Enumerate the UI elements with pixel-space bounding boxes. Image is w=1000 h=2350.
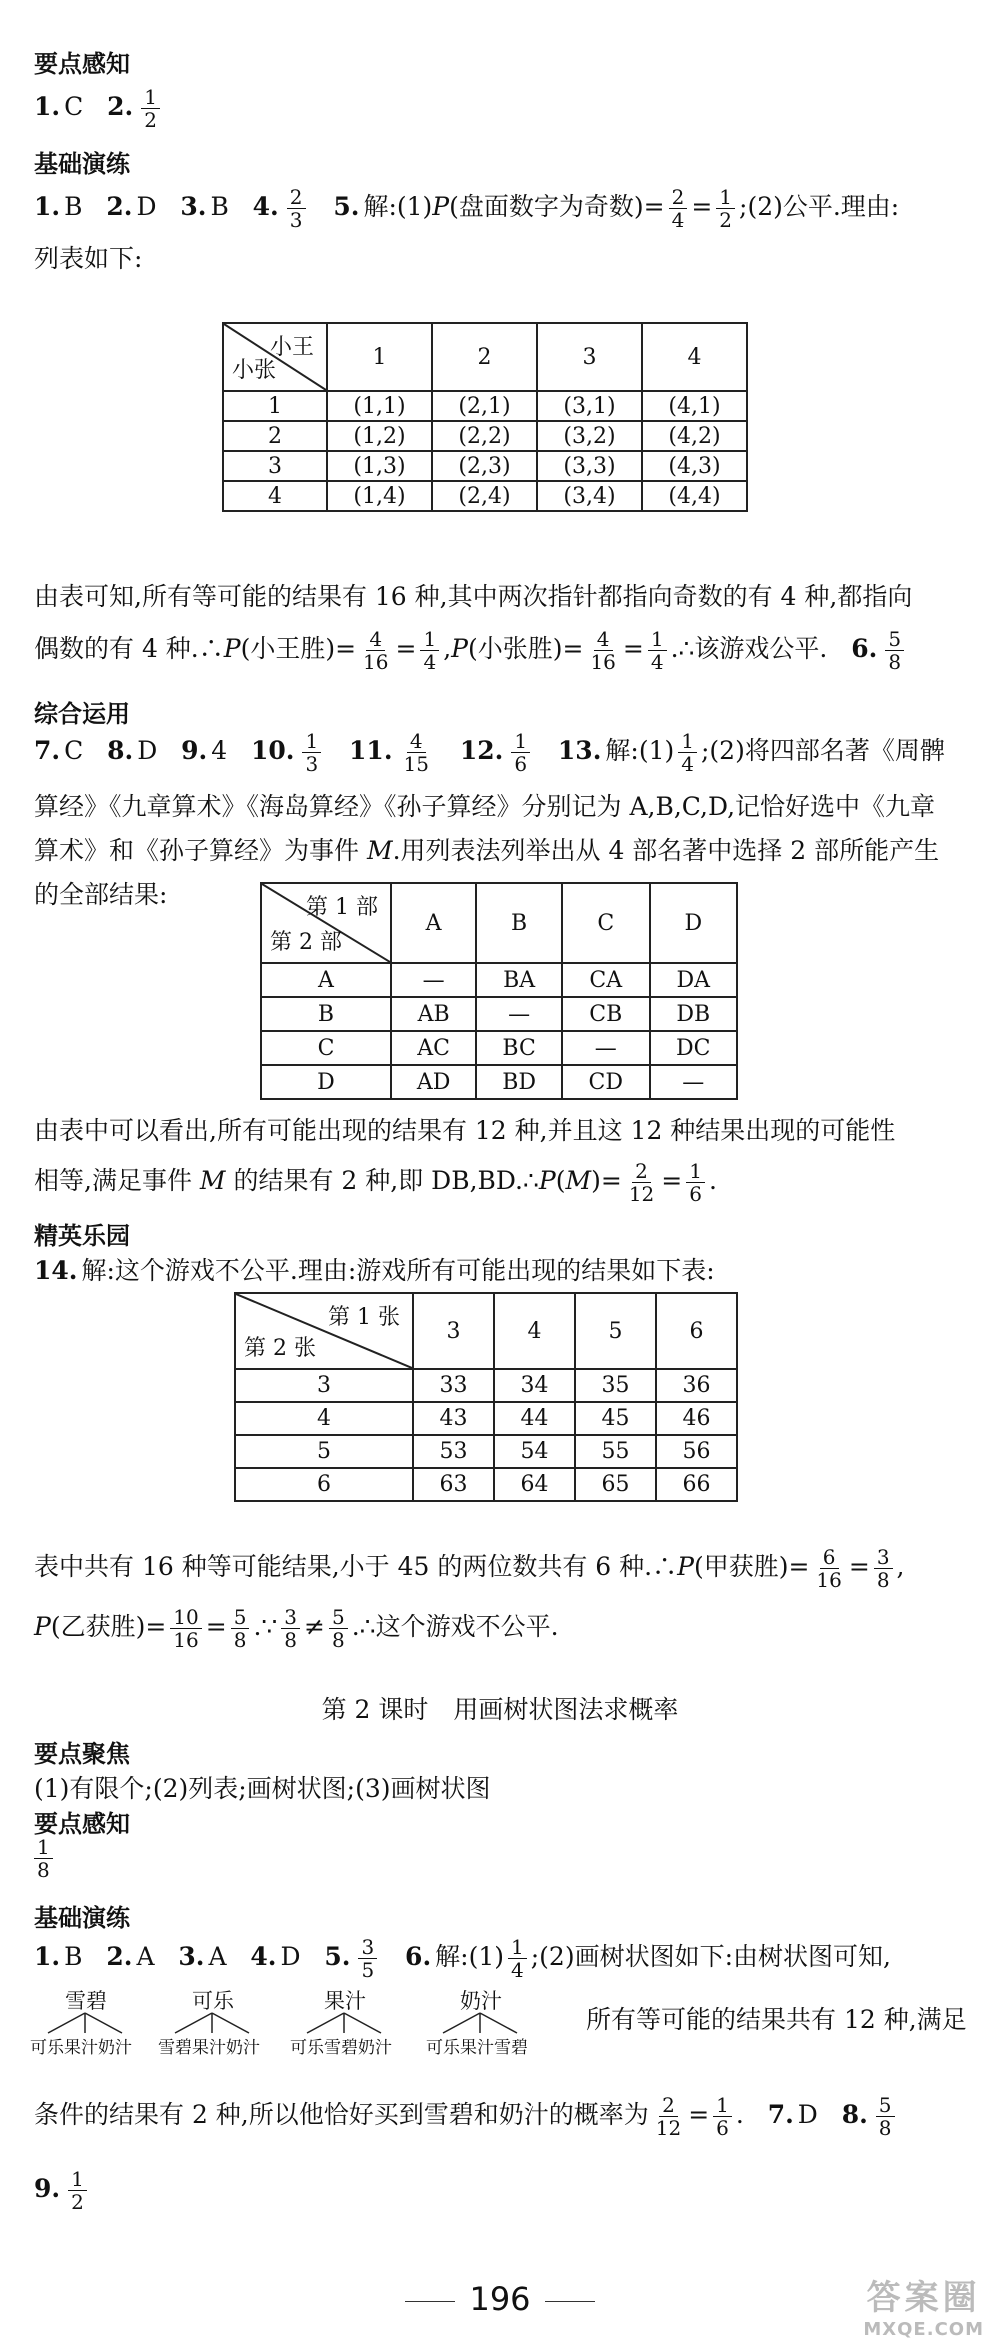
col-header: 3 (413, 1293, 494, 1369)
divider (545, 2301, 595, 2302)
table-row: 4 43 44 45 46 (235, 1402, 737, 1435)
text-line: 的全部结果: (34, 880, 168, 909)
fraction: $\frac{2}{3}$ (287, 186, 306, 231)
text-line: 由表可知,所有等可能的结果有 16 种,其中两次指针都指向奇数的有 4 种,都指向 (34, 582, 913, 611)
tree-node: 奶汁 (460, 1989, 502, 2013)
tree-leaves: 可乐果汁雪碧 (426, 2038, 528, 2058)
tree-node: 雪碧 (65, 1989, 107, 2013)
text-line: (1)有限个;(2)列表;画树状图;(3)画树状图 (34, 1774, 491, 1803)
tree-node: 果汁 (324, 1989, 366, 2013)
heading-focus: 要点聚焦 (34, 1740, 130, 1768)
text-line: 所有等可能的结果共有 12 种,满足 (586, 2005, 967, 2034)
answers-row-5: 9. $\frac{1}{2}$ (34, 2168, 978, 2213)
table-corner: 第 1 部 第 2 部 (261, 883, 391, 963)
text-line: 相等,满足事件 M 的结果有 2 种,即 DB,BD.∴P(M)= $\frac{2}{12}$ = $\frac{1}{6}$ . (34, 1159, 717, 1206)
answers-row-2: 1. B 2. D 3. B 4. $\frac{2}{3}$ 5. 解:(1)P(盘面数字为奇数)= $\frac{2}{4}$ = $\frac{1}{2}$ ;(2)公平.理由: (34, 185, 900, 232)
answers-row-4: 1. B 2. A 3. A 4. D 5. $\frac{3}{5}$ 6. 解:(1) $\frac{1}{4}$ ;(2)画树状图如下:由树状图可知, (34, 1935, 891, 1982)
table-row: 3 (1,3) (2,3) (3,3) (4,3) (223, 451, 747, 481)
heading-elite: 精英乐园 (34, 1222, 130, 1250)
col-header: 4 (642, 323, 747, 391)
table-row: 3 33 34 35 36 (235, 1369, 737, 1402)
text-line: 条件的结果有 2 种,所以他恰好买到雪碧和奶汁的概率为 $\frac{2}{12}$ = $\frac{1}{6}$ . 7. D 8. $\frac{5}{8}$ (34, 2094, 978, 2139)
fraction: $\frac{1}{2}$ (141, 86, 160, 131)
table-row: 1 (1,1) (2,1) (3,1) (4,1) (223, 391, 747, 421)
table-spinner-results (222, 322, 748, 512)
tree-leaves: 可乐雪碧奶汁 (290, 2038, 392, 2058)
answer: C (64, 92, 84, 121)
col-header: 6 (656, 1293, 737, 1369)
heading-basic-practice: 基础演练 (34, 150, 130, 178)
text-line: 14. 解:这个游戏不公平.理由:游戏所有可能出现的结果如下表: (34, 1256, 715, 1285)
heading-basic-practice-2: 基础演练 (34, 1904, 130, 1932)
heading-key-points-2: 要点感知 (34, 1810, 130, 1838)
page-number: 196 (0, 2280, 1000, 2318)
table-row: 6 63 64 65 66 (235, 1468, 737, 1501)
col-header: 1 (327, 323, 432, 391)
q-number: 1. (34, 92, 61, 121)
col-header: B (476, 883, 562, 963)
col-header: D (650, 883, 737, 963)
col-header: 3 (537, 323, 642, 391)
text-line: 由表中可以看出,所有可能出现的结果有 12 种,并且这 12 种结果出现的可能性 (34, 1116, 896, 1145)
col-header: A (391, 883, 476, 963)
table-row: D AD BD CD — (261, 1065, 737, 1099)
text-line: 列表如下: (34, 244, 143, 273)
text-line: P(乙获胜)= $\frac{10}{16}$ = $\frac{5}{8}$ .∵ $\frac{3}{8}$ ≠ $\frac{5}{8}$ .∴这个游戏不公平. (34, 1605, 559, 1652)
text-line: 算经》《九章算术》《海岛算经》《孙子算经》分别记为 A,B,C,D,记恰好选中《九章 (34, 792, 936, 821)
table-book-pairs (260, 882, 738, 1100)
answer-sense: $\frac{1}{8}$ (34, 1836, 978, 1881)
text-line: 算术》和《孙子算经》为事件 M.用列表法列举出从 4 部名著中选择 2 部所能产生 (34, 836, 940, 865)
answers-row-3: 7. C 8. D 9. 4 10. $\frac{1}{3}$ 11. $\frac{4}{15}$ 12. $\frac{1}{6}$ 13. 解:(1) $\frac{1}{4}$ ;(2)将四部名著《周髀 (34, 729, 945, 776)
table-cards (234, 1292, 738, 1502)
tree-leaves: 可乐果汁奶汁 (30, 2038, 132, 2058)
table-row: C AC BC — DC (261, 1031, 737, 1065)
text-line: 偶数的有 4 种.∴P(小王胜)= $\frac{4}{16}$ = $\frac{1}{4}$ ,P(小张胜)= $\frac{4}{16}$ = $\frac{1}{4}$ .∴该游戏公平. 6. $\frac{5}{8}$ (34, 628, 978, 673)
tree-leaves: 雪碧果汁奶汁 (158, 2038, 260, 2058)
heading-comprehensive: 综合运用 (34, 700, 130, 728)
divider (405, 2301, 455, 2302)
watermark: 答案圈 MXQE.COM (863, 2278, 984, 2340)
answers-row-1 (34, 86, 978, 131)
table-row: B AB — CB DB (261, 997, 737, 1031)
table-row: 2 (1,2) (2,2) (3,2) (4,2) (223, 421, 747, 451)
table-row: 4 (1,4) (2,4) (3,4) (4,4) (223, 481, 747, 511)
text-line: 表中共有 16 种等可能结果,小于 45 的两位数共有 6 种.∴P(甲获胜)= $\frac{6}{16}$ = $\frac{3}{8}$ , (34, 1545, 905, 1592)
q-number: 2. (107, 92, 134, 121)
heading-key-points: 要点感知 (34, 50, 130, 78)
table-corner: 小王 小张 (223, 323, 327, 391)
col-header: 4 (494, 1293, 575, 1369)
col-header: C (562, 883, 649, 963)
col-header: 2 (432, 323, 537, 391)
table-row: A — BA CA DA (261, 963, 737, 997)
table-row: 5 53 54 55 56 (235, 1435, 737, 1468)
lesson-title: 第 2 课时 用画树状图法求概率 (321, 1695, 679, 1724)
col-header: 5 (575, 1293, 656, 1369)
tree-diagram (30, 1985, 570, 2065)
tree-node: 可乐 (192, 1989, 234, 2013)
table-corner: 第 1 张 第 2 张 (235, 1293, 413, 1369)
